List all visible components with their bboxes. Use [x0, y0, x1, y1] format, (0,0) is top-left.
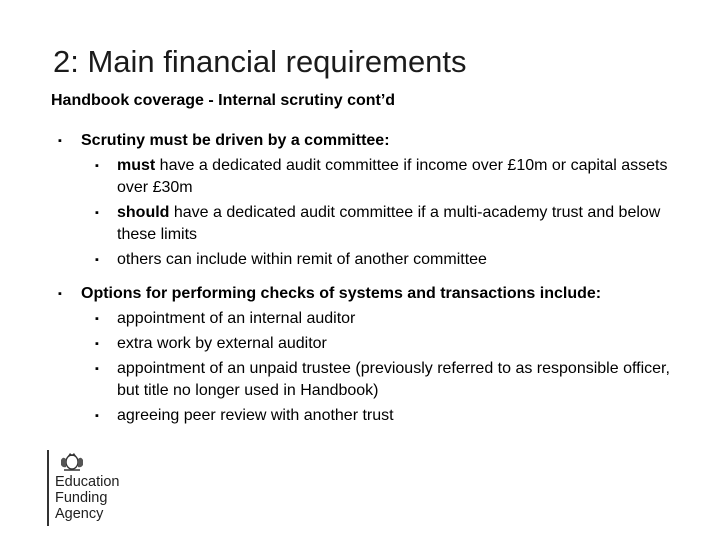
bullet-icon: ▪ — [95, 410, 99, 422]
bullet-icon: ▪ — [95, 363, 99, 375]
bullet-list — [50, 130, 690, 430]
sub-bullet — [81, 358, 690, 402]
bullet-icon: ▪ — [95, 207, 99, 219]
bullet-icon: ▪ — [95, 160, 99, 172]
sub-bullet — [81, 155, 690, 199]
emphasis: should — [117, 204, 170, 221]
logo-line: Funding — [55, 490, 108, 506]
sub-bullet — [81, 308, 690, 330]
slide-title: 2: Main financial requirements — [53, 44, 467, 79]
sub-bullet-text: agreeing peer review with another trust — [117, 407, 394, 424]
education-funding-agency-logo — [47, 450, 120, 526]
bullet-icon: ▪ — [58, 288, 62, 300]
sub-bullet-text: appointment of an unpaid trustee (previously referred to as responsible officer, but title no longer used in Handbook) — [117, 360, 670, 399]
sub-bullet-text: have a dedicated audit committee if a multi-academy trust and below these limits — [117, 204, 661, 243]
bullet-icon: ▪ — [58, 135, 62, 147]
bullet-heading: Scrutiny must be driven by a committee: — [81, 132, 390, 149]
logo-line: Education — [55, 474, 120, 490]
sub-bullet-text: have a dedicated audit committee if income over £10m or capital assets over £30m — [117, 157, 668, 196]
bullet-item — [50, 283, 690, 427]
bullet-icon: ▪ — [95, 338, 99, 350]
sub-bullet-text: appointment of an internal auditor — [117, 310, 356, 327]
bullet-heading: Options for performing checks of systems and transactions include: — [81, 285, 602, 302]
emphasis: must — [117, 157, 156, 174]
bullet-icon: ▪ — [95, 313, 99, 325]
sub-bullet — [81, 405, 690, 427]
slide-subtitle: Handbook coverage - Internal scrutiny cont’d — [51, 92, 396, 109]
sub-bullet-text: others can include within remit of another committee — [117, 251, 487, 268]
sub-bullet — [81, 249, 690, 271]
sub-bullet-text: extra work by external auditor — [117, 335, 327, 352]
logo-line: Agency — [55, 506, 104, 522]
sub-bullet — [81, 333, 690, 355]
bullet-item — [50, 130, 690, 271]
sub-bullet — [81, 202, 690, 246]
bullet-icon: ▪ — [95, 254, 99, 266]
royal-crest-icon — [59, 450, 85, 472]
